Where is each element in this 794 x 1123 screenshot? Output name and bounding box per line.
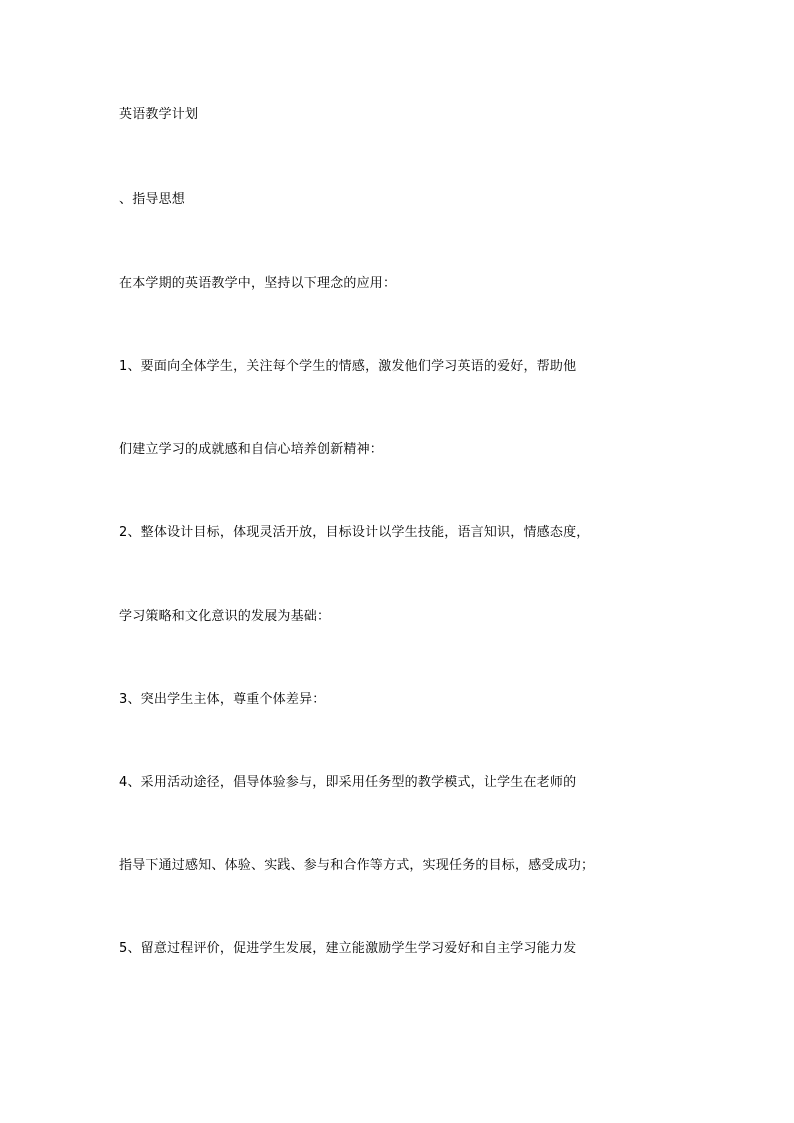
body-line: 指导下通过感知、体验、实践、参与和合作等方式，实现任务的目标，感受成功； — [119, 858, 595, 873]
body-line: 们建立学习的成就感和自信心培养创新精神： — [119, 442, 384, 457]
body-line: 2、整体设计目标，体现灵活开放，目标设计以学生技能，语言知识，情感态度， — [119, 525, 590, 540]
intro-paragraph: 在本学期的英语教学中，坚持以下理念的应用： — [119, 276, 397, 291]
body-line: 1、要面向全体学生，关注每个学生的情感，激发他们学习英语的爱好，帮助他 — [119, 359, 577, 374]
document-title: 英语教学计划 — [119, 107, 199, 122]
body-line: 4、采用活动途径，倡导体验参与，即采用任务型的教学模式，让学生在老师的 — [119, 775, 577, 790]
body-line: 学习策略和文化意识的发展为基础： — [119, 609, 331, 624]
section-heading: 、指导思想 — [119, 192, 186, 207]
body-line: 5、留意过程评价，促进学生发展，建立能激励学生学习爱好和自主学习能力发 — [119, 941, 577, 956]
body-line: 3、突出学生主体，尊重个体差异： — [119, 692, 326, 707]
